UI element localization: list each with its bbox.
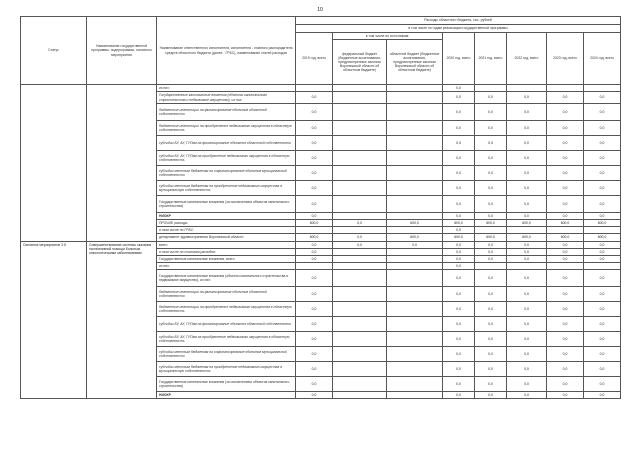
value-cell: 0,0 [443,263,475,270]
value-cell [387,121,443,136]
value-cell [507,227,547,234]
value-cell: 0,0 [296,181,333,196]
row-label: бюджетные инвестиции на финансирование объектов областной собственности [157,287,296,302]
row-label: бюджетные инвестиции на финансирование объектов областной собственности [157,104,296,121]
value-cell: 0,0 [507,377,547,392]
value-cell: 0,0 [475,270,507,287]
value-cell: 0,0 [296,121,333,136]
value-cell: 0,0 [333,242,387,249]
row-label: субсидии местным бюджетам на софинансирование объектов муниципальной собственности [157,166,296,181]
row-label: Государственные капитальные вложения (объекты капитального строительства и недвижимое имущество), из них: [157,270,296,287]
value-cell: 600,0 [507,234,547,242]
value-cell [333,92,387,104]
value-cell: 0,0 [584,196,621,213]
value-cell: 600,0 [547,234,584,242]
value-cell: 0,0 [475,392,507,399]
value-cell: 0,0 [584,256,621,263]
value-cell: 0,0 [507,249,547,256]
page-number: 10 [317,7,323,13]
value-cell: 0,0 [584,302,621,317]
row-label: субсидии местным бюджетам на приобретение недвижимого имущества в муниципальную собственность [157,181,296,196]
value-cell: 0,0 [296,136,333,151]
value-cell: 0,0 [475,213,507,220]
value-cell [333,256,387,263]
value-cell [333,362,387,377]
row-label: бюджетные инвестиции на приобретение недвижимого имущества в областную собственность [157,121,296,136]
value-cell [507,85,547,92]
value-cell: 0,0 [475,92,507,104]
value-cell: 0,0 [443,377,475,392]
value-cell: 0,0 [547,249,584,256]
value-cell: 0,0 [547,181,584,196]
value-cell [387,136,443,151]
value-cell: 0,0 [507,213,547,220]
value-cell: 0,0 [475,332,507,347]
value-cell: 0,0 [296,213,333,220]
value-cell [387,362,443,377]
value-cell [333,249,387,256]
value-cell: 0,0 [443,92,475,104]
value-cell: 0,0 [443,181,475,196]
value-cell: 0,0 [475,377,507,392]
value-cell: 0,0 [507,136,547,151]
section-name: Совершенствование системы оказания паллиативной помощи больным онкологическими заболеваниями [87,242,157,399]
value-cell: 0,0 [296,332,333,347]
value-cell: 0,0 [507,256,547,263]
table-body [21,85,621,399]
value-cell: 0,0 [296,249,333,256]
value-cell [387,227,443,234]
value-cell: 0,0 [547,270,584,287]
value-cell: 0,0 [584,166,621,181]
value-cell: 0,0 [584,151,621,166]
value-cell [333,213,387,220]
row-label: субсидии местным бюджетам на приобретение недвижимого имущества в муниципальную собственность [157,362,296,377]
value-cell: 0,0 [443,242,475,249]
value-cell [547,227,584,234]
value-cell: 600,0 [387,220,443,227]
value-cell: 0,0 [475,362,507,377]
value-cell: 0,0 [584,287,621,302]
header-year-2021: 2021 год, всего [475,33,507,85]
value-cell [333,196,387,213]
row-label: из них: [157,263,296,270]
table-row [21,242,621,249]
header-sources: в том числе по источникам: [333,33,442,40]
value-cell: 0,0 [475,302,507,317]
value-cell: 0,0 [475,136,507,151]
value-cell: 0,0 [443,347,475,362]
value-cell: 0,0 [584,347,621,362]
value-cell: 0,0 [547,121,584,136]
value-cell [387,287,443,302]
header-sources-block [333,33,443,85]
value-cell: 600,0 [475,234,507,242]
value-cell: 0,0 [443,256,475,263]
value-cell [387,256,443,263]
value-cell [333,317,387,332]
header-program-name: Наименование государственной программы, подпрограммы, основного мероприятия [87,17,157,85]
value-cell: 0,0 [475,242,507,249]
row-label: НИОКР [157,213,296,220]
value-cell: 600,0 [296,234,333,242]
header-regional: областной бюджет (бюджетные ассигнования, предусмотренные законом Воронежской области об областном бюджете) [389,51,440,73]
value-cell: 0,0 [475,121,507,136]
header-executor: Наименование ответственного исполнителя, исполнителя - главного распорядителя средств областного бюджета (далее - ГРБС), наименование статей расходов [157,17,296,85]
value-cell [296,227,333,234]
program-cell [87,85,157,242]
value-cell: 0,0 [584,270,621,287]
value-cell: 0,0 [443,227,475,234]
status-cell [21,85,87,242]
table-row [21,85,621,92]
value-cell: 0,0 [296,362,333,377]
value-cell [584,263,621,270]
value-cell: 0,0 [443,121,475,136]
value-cell: 0,0 [443,196,475,213]
row-label: всего [157,242,296,249]
row-label: субсидии БУ, АУ, ГУПам на финансирование объектов областной собственности [157,317,296,332]
value-cell [333,377,387,392]
value-cell: 0,0 [547,317,584,332]
value-cell: 600,0 [443,234,475,242]
value-cell: 0,0 [296,151,333,166]
value-cell: 0,0 [296,377,333,392]
value-cell [333,151,387,166]
value-cell: 0,0 [507,317,547,332]
value-cell: 0,0 [475,151,507,166]
value-cell [333,263,387,270]
value-cell: 600,0 [475,220,507,227]
value-cell: 0,0 [475,256,507,263]
value-cell: 0,0 [547,377,584,392]
header-year-2024: 2024 год, всего [584,33,621,85]
value-cell [333,302,387,317]
header-by-years: в том числе по годам реализации государственной программы [296,25,621,33]
value-cell [333,392,387,399]
value-cell: 0,0 [584,377,621,392]
value-cell [333,227,387,234]
value-cell: 0,0 [296,270,333,287]
row-label: в том числе по статьям расходов: [157,249,296,256]
value-cell [333,136,387,151]
value-cell: 600,0 [507,220,547,227]
value-cell: 0,0 [296,92,333,104]
row-label: субсидии БУ, АУ, ГУПам на приобретение недвижимого имущества в областную собственность [157,151,296,166]
value-cell [387,317,443,332]
value-cell: 0,0 [296,317,333,332]
value-cell: 0,0 [475,249,507,256]
value-cell: 0,0 [584,317,621,332]
value-cell: 0,0 [475,317,507,332]
value-cell [333,181,387,196]
value-cell [387,213,443,220]
value-cell: 0,0 [584,249,621,256]
value-cell: 0,0 [296,104,333,121]
value-cell: 0,0 [443,302,475,317]
value-cell [387,249,443,256]
row-label: Государственные капитальные вложения (за исключением объектов капитального строительства) [157,377,296,392]
value-cell [584,85,621,92]
value-cell: 0,0 [296,287,333,302]
value-cell [387,151,443,166]
value-cell: 0,0 [547,151,584,166]
value-cell [387,263,443,270]
value-cell: 0,0 [547,392,584,399]
row-label: департамент здравоохранения Воронежской области [157,234,296,242]
value-cell: 0,0 [443,287,475,302]
value-cell: 0,0 [584,242,621,249]
value-cell [507,263,547,270]
value-cell [333,85,387,92]
header-federal: федеральный бюджет (бюджетные ассигнования, предусмотренные законом Воронежской области об областном бюджете) [333,40,387,84]
row-label: субсидии местным бюджетам на софинансирование объектов муниципальной собственности [157,347,296,362]
value-cell: 0,0 [443,213,475,220]
value-cell [333,287,387,302]
value-cell [387,166,443,181]
value-cell [333,347,387,362]
value-cell [333,166,387,181]
value-cell: 0,0 [584,136,621,151]
value-cell [387,181,443,196]
value-cell: 0,0 [475,166,507,181]
header-year-2023: 2023 год, всего [547,33,584,85]
value-cell: 0,0 [443,166,475,181]
value-cell: 0,0 [475,104,507,121]
value-cell: 0,0 [443,332,475,347]
value-cell: 0,0 [547,287,584,302]
header-year-2019: 2019 год, всего [296,33,333,85]
value-cell: 0,0 [584,392,621,399]
value-cell: 0,0 [443,392,475,399]
value-cell: 0,0 [507,166,547,181]
value-cell: 0,0 [296,392,333,399]
value-cell: 0,0 [443,270,475,287]
value-cell: 0,0 [547,136,584,151]
row-label: Государственные капитальные вложения (за исключением объектов капитального строительства) [157,196,296,213]
value-cell [387,332,443,347]
value-cell: 0,0 [443,362,475,377]
value-cell: 0,0 [507,270,547,287]
header-year-2022: 2022 год, всего [507,33,547,85]
value-cell: 0,0 [584,121,621,136]
value-cell: 0,0 [547,92,584,104]
value-cell: 600,0 [547,220,584,227]
row-label: НИОКР [157,392,296,399]
value-cell [387,104,443,121]
value-cell [475,85,507,92]
value-cell [475,263,507,270]
value-cell: 0,0 [296,302,333,317]
value-cell: 0,0 [547,362,584,377]
value-cell: 0,0 [547,166,584,181]
row-label: из них: [157,85,296,92]
row-label: субсидии БУ, АУ, ГУПам на приобретение недвижимого имущества в областную собственность [157,332,296,347]
value-cell: 0,0 [547,104,584,121]
row-label: Государственные капитальные вложения (объекты капитального строительства и недвижимое имущество), из них: [157,92,296,104]
row-label: в том числе по ГРБС: [157,227,296,234]
value-cell: 0,0 [507,151,547,166]
value-cell: 0,0 [475,287,507,302]
value-cell: 0,0 [296,196,333,213]
value-cell: 600,0 [296,220,333,227]
value-cell [387,302,443,317]
value-cell: 0,0 [584,92,621,104]
value-cell: 0,0 [443,151,475,166]
value-cell: 0,0 [507,362,547,377]
value-cell [333,332,387,347]
header-expenses: Расходы областного бюджета, тыс. рублей [296,17,621,25]
value-cell [333,270,387,287]
value-cell: 0,0 [296,347,333,362]
value-cell: 0,0 [443,85,475,92]
value-cell [296,85,333,92]
value-cell [296,263,333,270]
value-cell: 600,0 [387,234,443,242]
value-cell: 0,0 [547,332,584,347]
value-cell [547,85,584,92]
value-cell: 0,0 [507,181,547,196]
value-cell [387,196,443,213]
value-cell: 600,0 [584,234,621,242]
value-cell: 0,0 [443,317,475,332]
value-cell: 0,0 [507,104,547,121]
value-cell: 0,0 [547,196,584,213]
value-cell [475,227,507,234]
value-cell [584,227,621,234]
header-status: Статус [21,17,87,85]
value-cell: 0,0 [507,242,547,249]
value-cell: 0,0 [547,302,584,317]
value-cell [387,377,443,392]
value-cell [387,85,443,92]
value-cell: 0,0 [296,242,333,249]
value-cell: 0,0 [584,104,621,121]
value-cell: 0,0 [296,166,333,181]
value-cell: 0,0 [547,213,584,220]
value-cell: 0,0 [333,234,387,242]
row-label: Государственные капитальные вложения, всего [157,256,296,263]
value-cell [333,104,387,121]
value-cell: 0,0 [475,347,507,362]
value-cell [333,121,387,136]
value-cell: 0,0 [507,347,547,362]
value-cell: 0,0 [547,242,584,249]
value-cell [387,347,443,362]
budget-table [20,16,621,399]
value-cell: 0,0 [443,104,475,121]
value-cell: 0,0 [507,196,547,213]
value-cell: 0,0 [507,121,547,136]
value-cell: 0,0 [584,213,621,220]
value-cell: 0,0 [333,220,387,227]
value-cell: 0,0 [547,347,584,362]
value-cell: 0,0 [507,392,547,399]
value-cell [387,270,443,287]
row-label: бюджетные инвестиции на приобретение недвижимого имущества в областную собственность [157,302,296,317]
value-cell [547,263,584,270]
value-cell [387,92,443,104]
value-cell: 0,0 [296,256,333,263]
row-label: субсидии БУ, АУ, ГУПам на финансирование объектов областной собственности [157,136,296,151]
header-year-2020: 2020 год, всего [443,33,475,85]
value-cell: 600,0 [443,220,475,227]
value-cell: 0,0 [507,92,547,104]
value-cell: 0,0 [475,196,507,213]
section-status: Основное мероприятие 2.5 [21,242,87,399]
value-cell: 0,0 [547,256,584,263]
value-cell: 0,0 [443,136,475,151]
value-cell: 600,0 [584,220,621,227]
value-cell: 0,0 [507,287,547,302]
value-cell: 0,0 [443,249,475,256]
value-cell: 0,0 [584,181,621,196]
value-cell: 0,0 [507,302,547,317]
value-cell: 0,0 [475,181,507,196]
value-cell: 0,0 [584,362,621,377]
value-cell: 0,0 [507,332,547,347]
value-cell [387,392,443,399]
row-label: ПРОЧИЕ расходы [157,220,296,227]
value-cell: 0,0 [387,242,443,249]
value-cell: 0,0 [584,332,621,347]
